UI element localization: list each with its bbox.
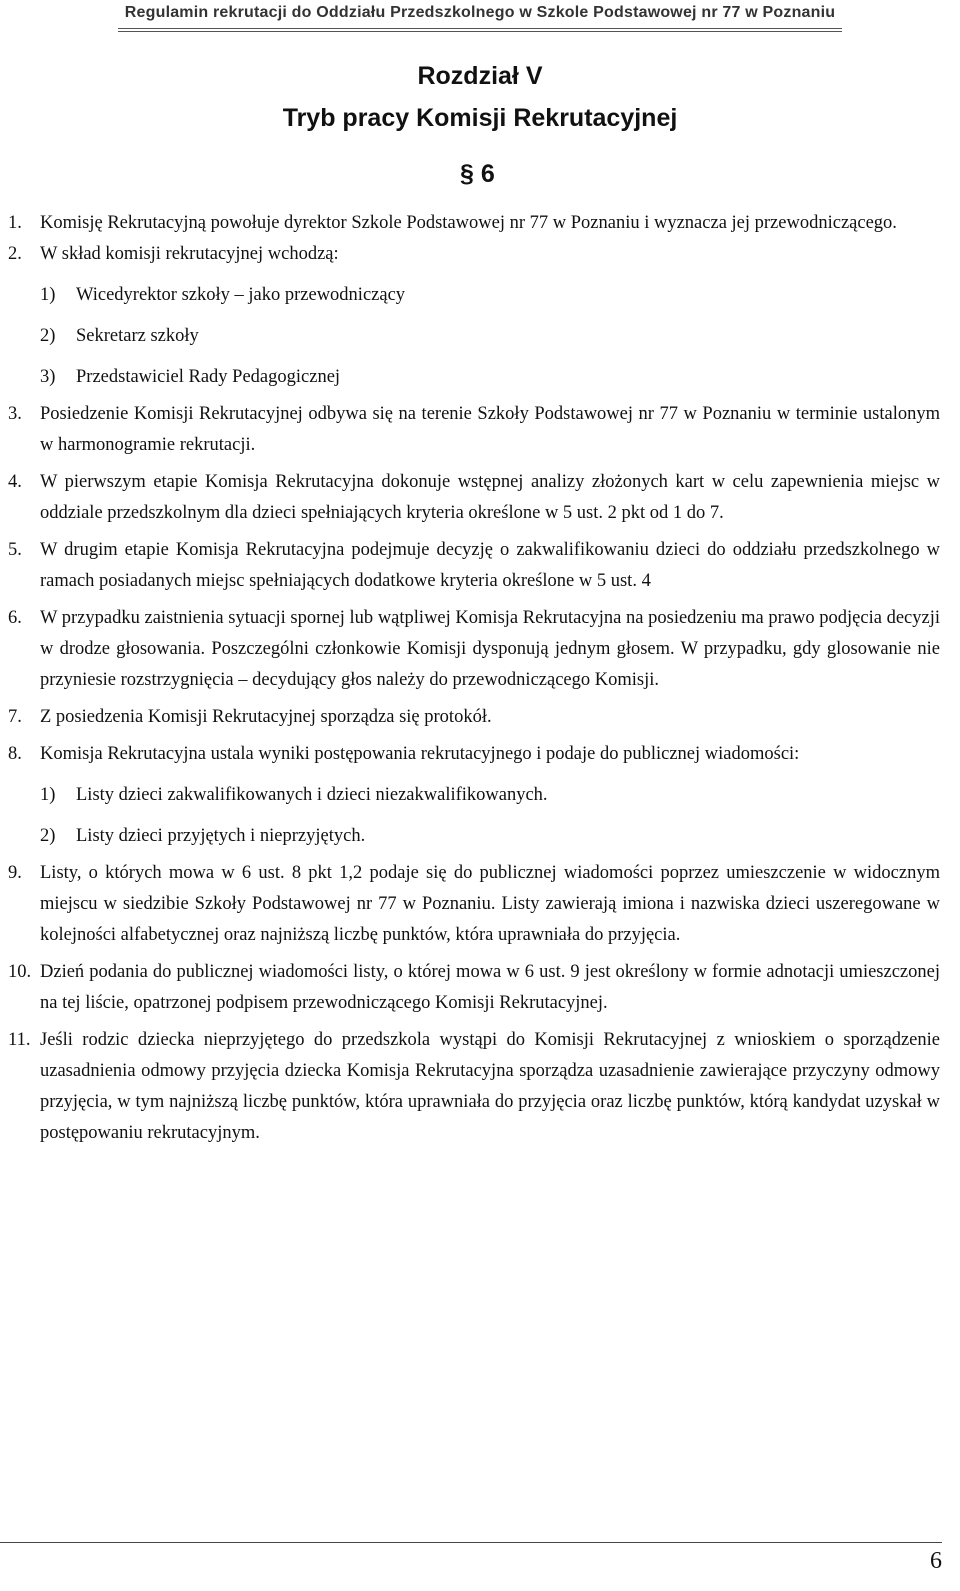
sub-item-text: Wicedyrektor szkoły – jako przewodniczący	[76, 285, 406, 305]
item-text: Dzień podania do publicznej wiadomości listy, o której mowa w 6 ust. 9 jest określony w formie adnotacji umieszczonej na tej liście, opatrzonej podpisem przewodniczącego Komisji Rekrutacyjnej.	[40, 962, 940, 1013]
list-item	[8, 399, 940, 461]
sub-item-text: Listy dzieci przyjętych i nieprzyjętych.	[76, 826, 366, 846]
list-item	[8, 739, 940, 770]
running-header: Regulamin rekrutacji do Oddziału Przedszkolnego w Szkole Podstawowej nr 77 w Poznaniu	[124, 4, 836, 21]
item-number: 7.	[8, 707, 22, 727]
item-number: 5.	[8, 540, 22, 560]
sub-list-item	[40, 821, 940, 852]
sub-item-number: 2)	[40, 826, 56, 846]
list-item	[8, 957, 940, 1019]
item-text: Jeśli rodzic dziecka nieprzyjętego do przedszkola wystąpi do Komisji Rekrutacyjnej z wnioskiem o sporządzenie uzasadnienia odmowy przyjęcia dziecka Komisja Rekrutacyjna sporządza uzasadnienie zawierające przyczyny odmowy przyjęcia, w tym najniższą liczbę punktów, która uprawniała do przyjęcia oraz liczbę punktów, którą kandydat uzyskał w postępowaniu rekrutacyjnym.	[40, 1030, 940, 1143]
chapter-title: Tryb pracy Komisji Rekrutacyjnej	[282, 104, 678, 132]
item-text: W skład komisji rekrutacyjnej wchodzą:	[40, 244, 339, 264]
list-item	[8, 208, 940, 239]
item-number: 10.	[8, 962, 32, 982]
list-item	[8, 858, 940, 951]
item-number: 1.	[8, 213, 22, 233]
item-number: 6.	[8, 608, 22, 628]
page-number: 6	[930, 1548, 942, 1574]
item-text: Listy, o których mowa w 6 ust. 8 pkt 1,2 podaje się do publicznej wiadomości poprzez umieszczenie w widocznym miejscu w siedzibie Szkoły Podstawowej nr 77 w Poznaniu. Listy zawierają imiona i nazwiska dzieci uszeregowane w kolejności alfabetycznej oraz najniższą liczbę punktów, która uprawniała do przyjęcia.	[40, 863, 940, 945]
paragraph-number: 6	[480, 160, 495, 188]
item-text: W drugim etapie Komisja Rekrutacyjna podejmuje decyzję o zakwalifikowaniu dzieci do oddziału przedszkolnego w ramach posiadanych miejsc spełniających dodatkowe kryteria określone w 5 ust. 4	[40, 540, 940, 591]
item-text: Komisję Rekrutacyjną powołuje dyrektor Szkole Podstawowej nr 77 w Poznaniu i wyznacza jej przewodniczącego.	[40, 213, 897, 233]
item-number: 9.	[8, 863, 22, 883]
item-number: 2.	[8, 244, 22, 264]
sub-list-item	[40, 321, 940, 352]
sub-item-number: 1)	[40, 785, 56, 805]
item-number: 8.	[8, 744, 22, 764]
item-number: 11.	[8, 1030, 31, 1050]
sub-item-number: 3)	[40, 367, 56, 387]
sub-list-item	[40, 280, 940, 311]
list-item	[8, 467, 940, 529]
item-text: Posiedzenie Komisji Rekrutacyjnej odbywa się na terenie Szkoły Podstawowej nr 77 w Poznaniu w terminie ustalonym w harmonogramie rekrutacji.	[40, 404, 940, 455]
sub-item-text: Sekretarz szkoły	[76, 326, 199, 346]
item-text: Komisja Rekrutacyjna ustala wyniki postępowania rekrutacyjnego i podaje do publicznej wiadomości:	[40, 744, 800, 764]
sub-list-item	[40, 780, 940, 811]
sub-item-text: Przedstawiciel Rady Pedagogicznej	[76, 367, 341, 387]
item-text: W pierwszym etapie Komisja Rekrutacyjna dokonuje wstępnej analizy złożonych kart w celu zapewnienia miejsc w oddziale przedszkolnym dla dzieci spełniających kryteria określone w 5 ust. 2 pkt od 1 do 7.	[40, 472, 940, 523]
list-item	[8, 239, 940, 270]
sub-item-text: Listy dzieci zakwalifikowanych i dzieci niezakwalifikowanych.	[76, 785, 548, 805]
list-item	[8, 1025, 940, 1149]
sub-item-number: 2)	[40, 326, 56, 346]
list-item	[8, 535, 940, 597]
list-item	[8, 603, 940, 696]
footer-rule	[0, 1542, 942, 1543]
sub-list-item	[40, 362, 940, 393]
item-number: 4.	[8, 472, 22, 492]
list-item	[8, 702, 940, 733]
sub-item-number: 1)	[40, 285, 56, 305]
chapter-heading: Rozdział V	[417, 62, 543, 90]
item-text: Z posiedzenia Komisji Rekrutacyjnej sporządza się protokół.	[40, 707, 492, 727]
item-text: W przypadku zaistnienia sytuacji spornej lub wątpliwej Komisja Rekrutacyjna na posiedzeniu ma prawo podjęcia decyzji w drodze głosowania. Poszczególni członkowie Komisji dysponują jednym głosem. W przypadku, gdy glosowanie nie przyniesie rozstrzygnięcia – decydujący głos należy do przewodniczącego Komisji.	[40, 608, 940, 690]
body-text	[8, 208, 940, 1149]
item-number: 3.	[8, 404, 22, 424]
header-rule	[118, 28, 842, 32]
paragraph-heading: § 6	[460, 160, 495, 188]
